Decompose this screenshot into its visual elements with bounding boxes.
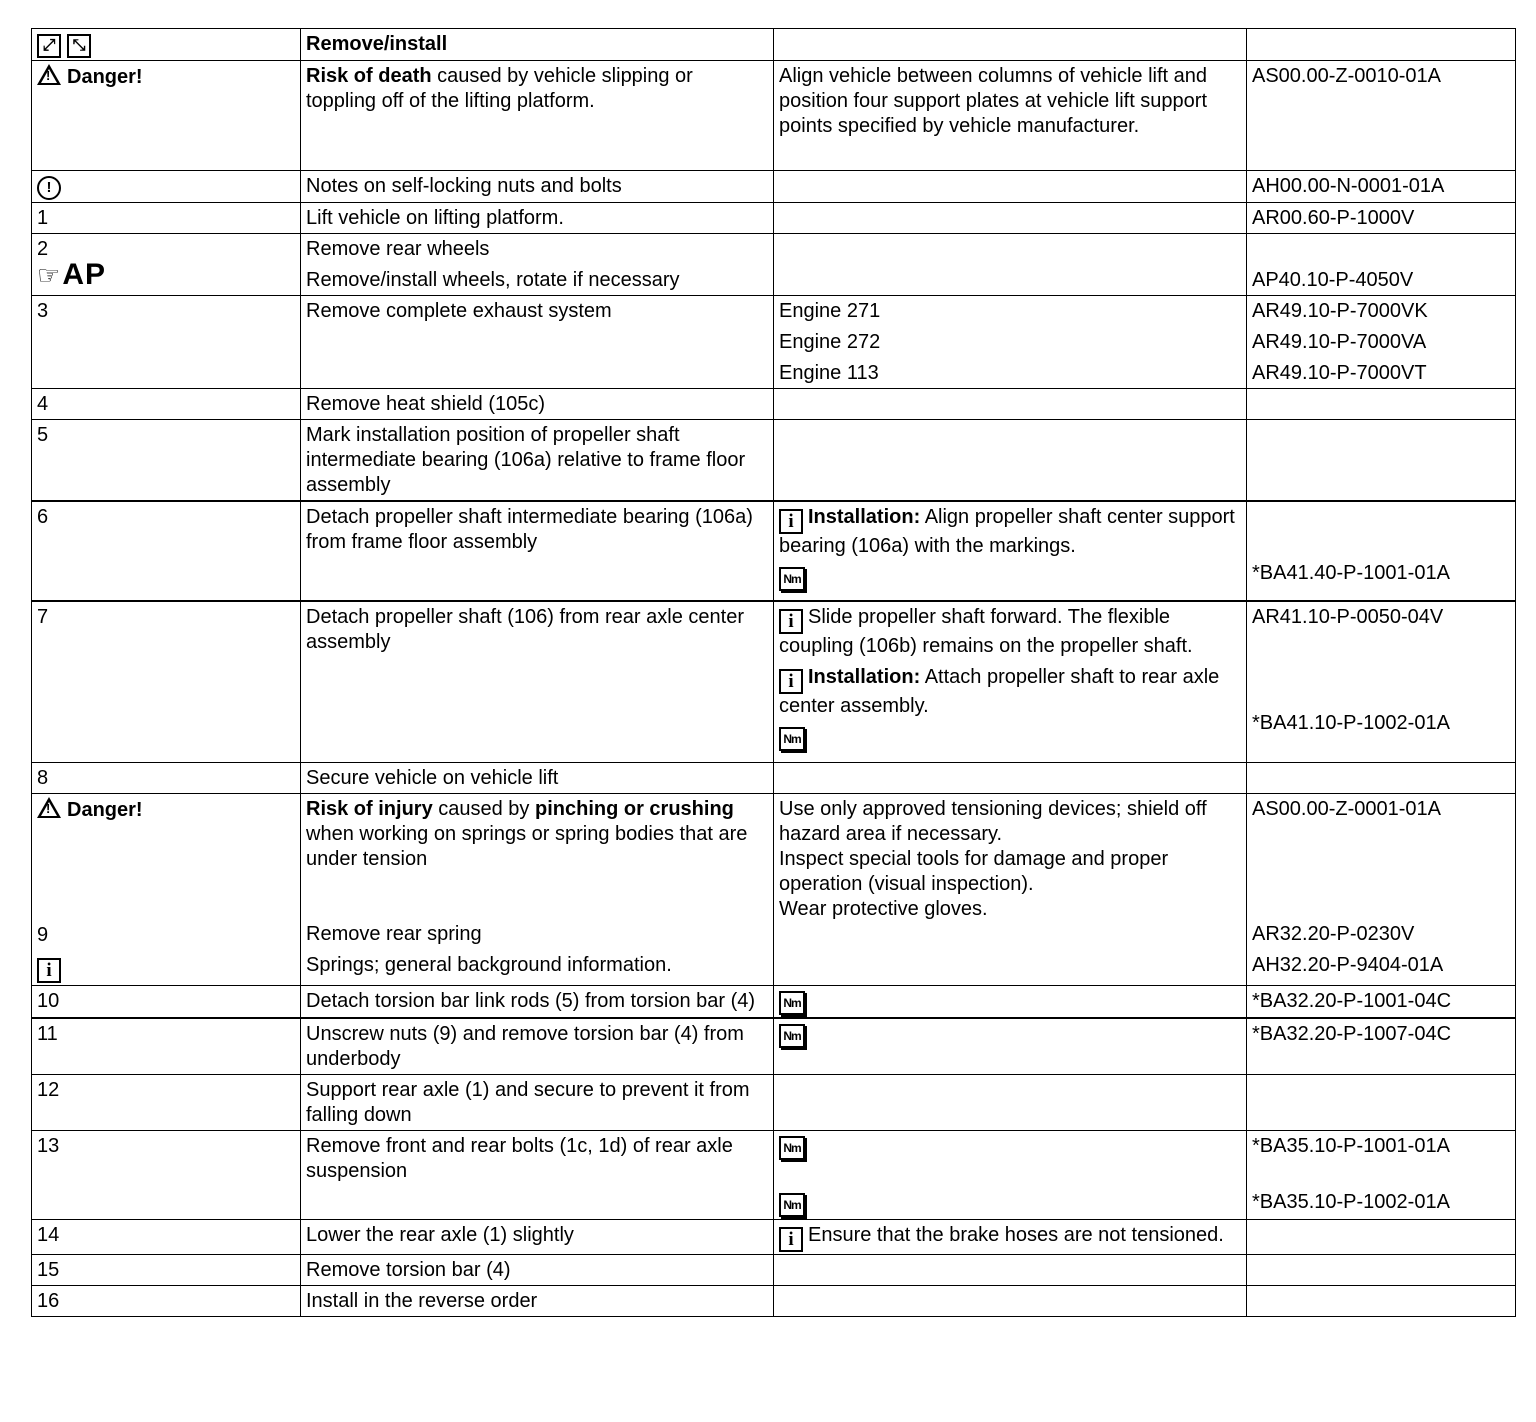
note-icon: ! [37,176,61,200]
info-icon: i [779,609,803,634]
warning-icon [37,797,61,818]
table-row: 5 Mark installation position of propeller shaft intermediate bearing (106a) relative to frame floor assembly [32,420,1516,502]
table-row: 3 Remove complete exhaust system Engine 271 Engine 272 Engine 113 AR49.10-P-7000VK AR49.10-P-7000VA AR49.10-P-7000VT [32,296,1516,389]
table-row: !Danger! Risk of death caused by vehicle slipping or toppling off of the lifting platform. Align vehicle between columns of vehicle lift and position four support plates at vehicle lift support points specified by vehicle manufacturer. AS00.00-Z-0010-01A [32,61,1516,171]
doc-reference[interactable]: *BA41.40-P-1001-01A [1252,562,1450,584]
table-header-row [32,29,1516,61]
table-row: 8 Secure vehicle on vehicle lift [32,762,1516,793]
doc-reference[interactable]: AS00.00-Z-0010-01A [1247,61,1516,171]
table-row: 1 Lift vehicle on lifting platform. AR00.60-P-1000V [32,203,1516,234]
doc-reference[interactable]: *BA32.20-P-1007-04C [1247,1018,1516,1075]
torque-icon: Nm [779,991,805,1015]
doc-reference[interactable]: AR41.10-P-0050-04V [1252,606,1444,628]
pointing-hand-icon: ☞ [37,260,61,290]
procedure-sheet [31,28,1515,1317]
doc-reference[interactable]: *BA41.10-P-1002-01A [1252,712,1450,734]
torque-icon: Nm [779,1193,805,1217]
table-row: 7 Detach propeller shaft (106) from rear axle center assembly i Slide propeller shaft forward. The flexible coupling (106b) remains on the propeller shaft. i Installation: Attach propeller shaft to rear axle center assembly. Nm AR41.10-P-0050-04V *BA41.10-P-1002-01A [32,601,1516,762]
doc-reference[interactable]: *BA35.10-P-1001-01A [1252,1134,1450,1157]
doc-reference[interactable]: AS00.00-Z-0001-01A [1252,797,1442,820]
table-row: 10 Detach torsion bar link rods (5) from torsion bar (4) Nm *BA32.20-P-1001-04C [32,985,1516,1018]
expand-icon[interactable]: ⤢ [37,34,61,58]
torque-icon: Nm [779,1136,805,1160]
doc-reference[interactable]: AR49.10-P-7000VT [1252,362,1427,384]
info-icon: i [37,958,61,983]
table-row: 16 Install in the reverse order [32,1285,1516,1316]
header-title [301,29,774,61]
procedure-table [31,28,1516,1317]
doc-reference[interactable]: AR00.60-P-1000V [1247,203,1516,234]
torque-icon: Nm [779,567,805,591]
doc-reference[interactable]: AH00.00-N-0001-01A [1247,171,1516,203]
table-row: !Danger! 9 i Risk of injury caused by pinching or crushing when working on springs or spring bodies that are under tension Remove rear spring Springs; general background information. Use only approved tensioning devices; shield off hazard area if necessary. Inspect special tools for damage and proper operation (visual inspection). Wear protective gloves. AS00.00-Z-0001-01A AR32.20-P-0230V AH32.20-P-9404-01A [32,793,1516,985]
page-title: Remove/install [306,33,448,55]
table-row: ! Notes on self-locking nuts and bolts AH00.00-N-0001-01A [32,171,1516,203]
table-row: 13 Remove front and rear bolts (1c, 1d) of rear axle suspension Nm Nm *BA35.10-P-1001-01A *BA35.10-P-1002-01A [32,1130,1516,1219]
table-row: 6 Detach propeller shaft intermediate bearing (106a) from frame floor assembly i Installation: Align propeller shaft center support bearing (106a) with the markings. Nm *BA41.40-P-1001-01A [32,501,1516,601]
table-row: 2 ☞AP Remove rear wheels Remove/install wheels, rotate if necessary AP40.10-P-4050V [32,234,1516,296]
table-row: 12 Support rear axle (1) and secure to prevent it from falling down [32,1074,1516,1130]
doc-reference[interactable]: AR49.10-P-7000VK [1252,300,1428,322]
doc-reference[interactable]: AP40.10-P-4050V [1252,269,1414,291]
header-icons-cell [32,29,301,61]
doc-reference[interactable]: AR32.20-P-0230V [1252,922,1415,945]
info-icon: i [779,1227,803,1252]
torque-icon: Nm [779,1024,805,1048]
table-row: 14 Lower the rear axle (1) slightly i Ensure that the brake hoses are not tensioned. [32,1219,1516,1254]
doc-reference[interactable]: *BA35.10-P-1002-01A [1252,1190,1450,1213]
table-row: 11 Unscrew nuts (9) and remove torsion bar (4) from underbody Nm *BA32.20-P-1007-04C [32,1018,1516,1075]
torque-icon: Nm [779,727,805,751]
info-icon: i [779,509,803,534]
doc-reference[interactable]: *BA32.20-P-1001-04C [1247,985,1516,1018]
table-row: 4 Remove heat shield (105c) [32,389,1516,420]
info-icon: i [779,669,803,694]
doc-reference[interactable]: AR49.10-P-7000VA [1252,331,1427,353]
doc-reference[interactable]: AH32.20-P-9404-01A [1252,953,1444,976]
warning-icon [37,64,61,85]
table-row: 15 Remove torsion bar (4) [32,1254,1516,1285]
collapse-icon[interactable]: ⤡ [67,34,91,58]
